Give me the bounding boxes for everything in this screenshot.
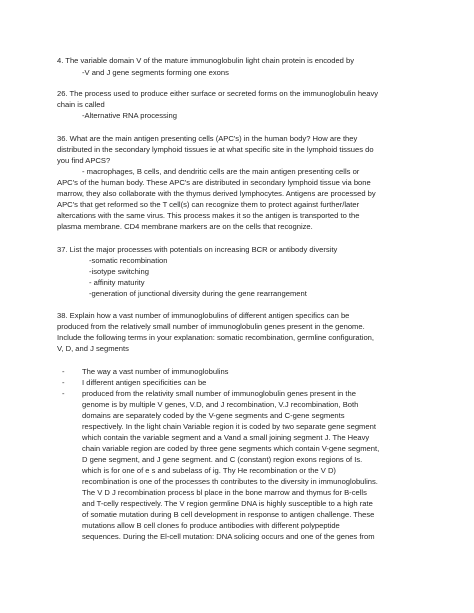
- question-38-line-4: V, D, and J segments: [57, 344, 129, 353]
- question-38-line-3: Include the following terms in your explanation: somatic recombination, germline configuration,: [57, 333, 374, 342]
- answer-36-line-5: altercations with the same virus. This process makes it so the antigen is transported to the: [57, 211, 360, 220]
- answer-37-item: -generation of junctional diversity during the gene rearrangement: [89, 289, 307, 298]
- question-36-line-1: 36. What are the main antigen presenting cells (APC's) in the human body? How are they: [57, 134, 358, 143]
- bullet-dash: -: [62, 389, 65, 398]
- bullet-3-line: of somatie mutation during B cell development in response to antigen challenge. These: [82, 510, 375, 519]
- bullet-3-line: and T-celly respectively. The V region germline DNA is highly susceptible to a high rate: [82, 499, 373, 508]
- answer-37-item: - affinity maturity: [89, 278, 145, 287]
- answer-4: -V and J gene segments forming one exons: [82, 68, 229, 77]
- bullet-3-line: sequences. During the El-cell mutation: DNA solicing occurs and one of the genes from: [82, 532, 375, 541]
- bullet-3-line: genome is by multiple V genes, V.D, and J recombination, V.J recombination, Both: [82, 400, 359, 409]
- question-4: 4. The variable domain V of the mature immunoglobulin light chain protein is encoded by: [57, 56, 355, 65]
- question-37: 37. List the major processes with potentials on increasing BCR or antibody diversity: [57, 245, 338, 254]
- answer-26: -Alternative RNA processing: [82, 111, 177, 120]
- answer-37-item: -somatic recombination: [89, 256, 168, 265]
- answer-36-line-4: APC's that get reformed so the T cell(s) can recognize them to protect against further/later: [57, 200, 360, 209]
- bullet-3-line: recombination is one of the processes th contributes to the diversity in immunoglobulins.: [82, 477, 378, 486]
- bullet-3-line: respectively. In the light chain Variable region it is coded by two separate gene segment: [82, 422, 376, 431]
- question-36-line-2: distributed in the secondary lymphoid tissues ie at what specific site in the lymphoid tissues do: [57, 145, 374, 154]
- question-26-line-2: chain is called: [57, 100, 105, 109]
- bullet-3-line: mutations allow B cell clones fo produce antibodies with different polypeptide: [82, 521, 340, 530]
- bullet-2-text: I different antigen specificities can be: [82, 378, 207, 387]
- answer-36-line-1: - macrophages, B cells, and dendritic cells are the main antigen presenting cells or: [82, 167, 360, 176]
- question-38-line-2: produced from the relatively small number of immunoglobulin genes present in the genome.: [57, 322, 365, 331]
- bullet-3-line: which contain the variable segment and a Vand a small joining segment J. The Heavy: [82, 433, 370, 442]
- bullet-3-line: The V D J recombination process bl place in the bone marrow and thymus for B-cells: [82, 488, 367, 497]
- bullet-3-line: produced from the relativity small number of immunoglobulin genes present in the: [82, 389, 356, 398]
- question-36-line-3: you find APCS?: [57, 156, 111, 165]
- answer-36-line-3: marrow, they also collaborate with the thymus derived lymphocytes. Antigens are processed by: [57, 189, 376, 198]
- bullet-3-line: domains are separately coded by the V-gene segments and C-gene segments: [82, 411, 345, 420]
- bullet-dash: -: [62, 367, 65, 376]
- question-38-line-1: 38. Explain how a vast number of immunoglobulins of different antigen specifics can be: [57, 311, 350, 320]
- answer-37-item: -isotype switching: [89, 267, 149, 276]
- answer-36-line-6: plasma membrane. CD4 membrane markers are on the cells that recognize.: [57, 222, 313, 231]
- bullet-3-line: which is for one of e s and subelass of ig. Thy He recombination or the V D): [82, 466, 336, 475]
- answer-36-line-2: APC's of the human body. These APC's are distributed in secondary lymphoid tissue via bone: [57, 178, 371, 187]
- question-26-line-1: 26. The process used to produce either surface or secreted forms on the immunoglobulin heavy: [57, 89, 379, 98]
- bullet-dash: -: [62, 378, 65, 387]
- bullet-1-text: The way a vast number of immunoglobulins: [82, 367, 229, 376]
- bullet-3-line: D gene segment, and J gene segment. and C (constant) region exons regions of Is.: [82, 455, 363, 464]
- bullet-3-line: chain variable region are coded by three gene segments which contain V-gene segment,: [82, 444, 380, 453]
